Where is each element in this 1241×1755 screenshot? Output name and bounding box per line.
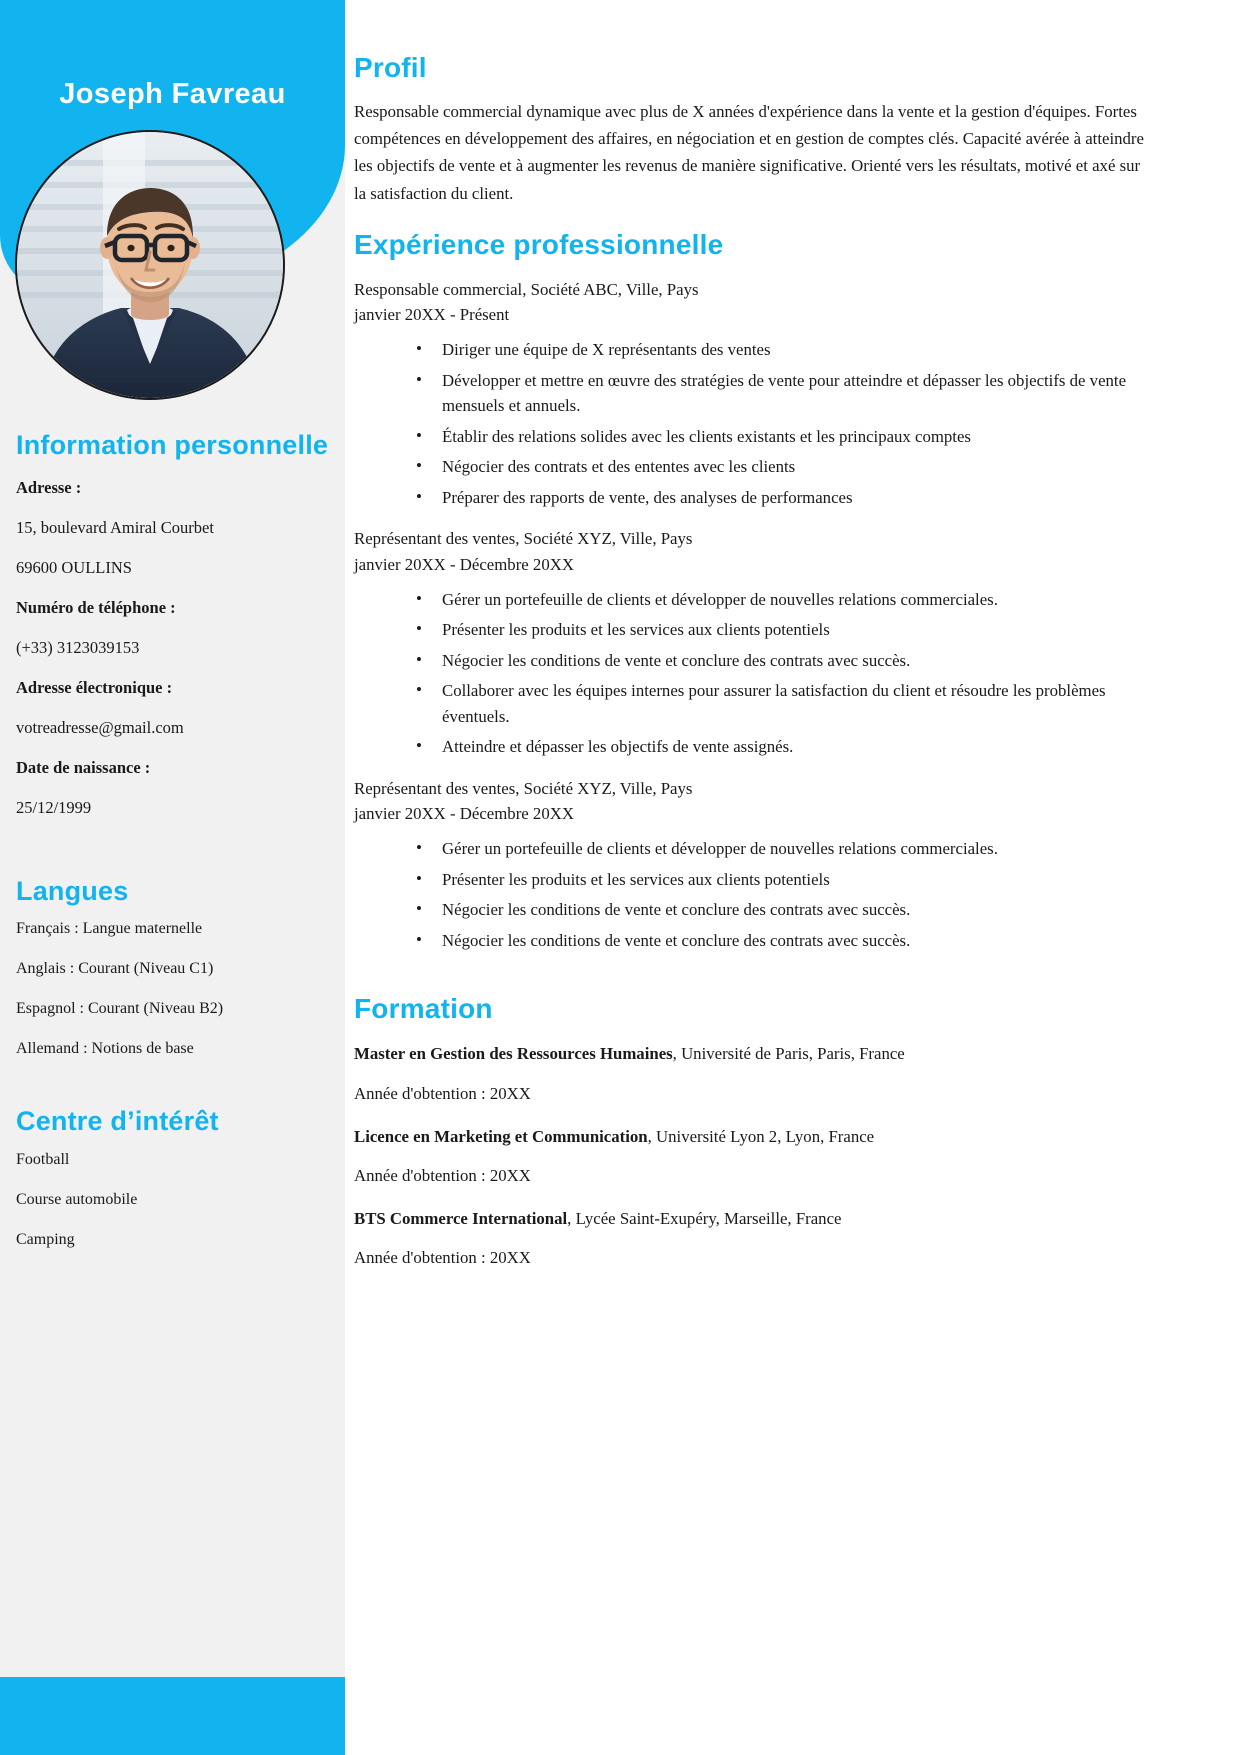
experience-entry xyxy=(354,776,1144,954)
job-dates: janvier 20XX - Décembre 20XX xyxy=(354,554,574,574)
phone-label: Numéro de téléphone : xyxy=(16,598,176,618)
list-item: • Préparer des rapports de vente, des analyses de performances xyxy=(416,485,1144,511)
profile-heading: Profil xyxy=(354,52,427,83)
list-item: • Présenter les produits et les services aux clients potentiels xyxy=(416,867,1144,893)
main-content xyxy=(345,0,1241,1755)
job-bullets xyxy=(354,836,1144,953)
list-item: Football xyxy=(16,1150,70,1168)
list-item: Français : Langue maternelle xyxy=(16,920,203,938)
education-entry xyxy=(354,1124,1144,1149)
list-item: • Présenter les produits et les services aux clients potentiels xyxy=(416,617,1144,643)
list-item: • Développer et mettre en œuvre des stratégies de vente pour atteindre et dépasser les objectifs de vente mensuels et annuels. xyxy=(416,368,1144,419)
list-item: • Négocier les conditions de vente et conclure des contrats avec succès. xyxy=(416,648,1144,674)
list-item: Course automobile xyxy=(16,1190,138,1208)
avatar xyxy=(15,130,285,400)
degree-name: BTS Commerce International xyxy=(354,1209,568,1229)
experience-entry xyxy=(354,526,1144,760)
list-item: Allemand : Notions de base xyxy=(16,1040,194,1058)
experience-entry xyxy=(354,277,1144,511)
graduation-year: Année d'obtention : 20XX xyxy=(354,1248,531,1268)
languages-heading: Langues xyxy=(16,876,129,907)
education-entry xyxy=(354,1206,1144,1231)
job-bullets xyxy=(354,337,1144,510)
sidebar-content xyxy=(0,430,345,1271)
list-item: • Gérer un portefeuille de clients et développer de nouvelles relations commerciales. xyxy=(416,587,1144,613)
graduation-year: Année d'obtention : 20XX xyxy=(354,1166,531,1185)
list-item: Espagnol : Courant (Niveau B2) xyxy=(16,1000,224,1018)
list-item: • Collaborer avec les équipes internes pour assurer la satisfaction du client et résoudre les problèmes éventuels. xyxy=(416,678,1144,729)
list-item: • Négocier les conditions de vente et conclure des contrats avec succès. xyxy=(416,897,1144,923)
list-item: • Diriger une équipe de X représentants des ventes xyxy=(416,337,1144,363)
address-line1: 15, boulevard Amiral Courbet xyxy=(16,518,214,538)
degree-name: Licence en Marketing et Communication xyxy=(354,1126,648,1146)
institution-name: , Université de Paris, Paris, France xyxy=(672,1044,905,1064)
spacer xyxy=(16,1080,329,1106)
job-title: Représentant des ventes, Société XYZ, Ville, Pays xyxy=(354,529,693,549)
page-title: Joseph Favreau xyxy=(59,78,286,110)
list-item: • Atteindre et dépasser les objectifs de vente assignés. xyxy=(416,734,1144,760)
list-item: • Établir des relations solides avec les clients existants et les principaux comptes xyxy=(416,424,1144,450)
job-title: Responsable commercial, Société ABC, Ville, Pays xyxy=(354,279,699,299)
graduation-year: Année d'obtention : 20XX xyxy=(354,1083,531,1103)
personal-info-heading: Information personnelle xyxy=(16,430,329,460)
list-item: • Gérer un portefeuille de clients et développer de nouvelles relations commerciales. xyxy=(416,836,1144,862)
sidebar xyxy=(0,0,345,1755)
institution-name: , Université Lyon 2, Lyon, France xyxy=(647,1126,875,1146)
email-label: Adresse électronique : xyxy=(16,678,173,698)
list-item: Camping xyxy=(16,1230,75,1248)
birthdate-value: 25/12/1999 xyxy=(16,798,92,818)
sidebar-footer-banner xyxy=(0,1677,345,1755)
address-label: Adresse : xyxy=(16,478,82,498)
education-heading: Formation xyxy=(354,993,493,1025)
avatar-photo-icon xyxy=(17,132,283,398)
birthdate-label: Date de naissance : xyxy=(16,758,151,778)
degree-name: Master en Gestion des Ressources Humaines xyxy=(354,1044,673,1064)
interests-heading: Centre d’intérêt xyxy=(16,1106,219,1137)
profile-text: Responsable commercial dynamique avec plus de X années d'expérience dans la vente et la gestion d'équipes. Fortes compétences en développement des affaires, en négociation et en gestion de comptes clés. Capacité avérée à atteindre les objectifs de vente et à augmenter les revenus de manière significative. Orienté vers les résultats, motivé et axé sur la satisfaction du client. xyxy=(354,102,1144,203)
list-item: Anglais : Courant (Niveau C1) xyxy=(16,960,214,978)
list-item: • Négocier des contrats et des ententes avec les clients xyxy=(416,454,1144,480)
education-entry xyxy=(354,1041,1144,1066)
phone-value: (+33) 3123039153 xyxy=(16,638,140,658)
list-item: • Négocier les conditions de vente et conclure des contrats avec succès. xyxy=(416,928,1144,954)
experience-heading: Expérience professionnelle xyxy=(354,228,724,260)
email-value: votreadresse@gmail.com xyxy=(16,718,184,738)
job-dates: janvier 20XX - Décembre 20XX xyxy=(354,804,574,824)
institution-name: , Lycée Saint-Exupéry, Marseille, France xyxy=(567,1209,842,1229)
spacer xyxy=(16,838,329,876)
job-dates: janvier 20XX - Présent xyxy=(354,305,510,324)
job-title: Représentant des ventes, Société XYZ, Ville, Pays xyxy=(354,778,693,798)
job-bullets xyxy=(354,587,1144,760)
address-line2: 69600 OULLINS xyxy=(16,558,132,578)
